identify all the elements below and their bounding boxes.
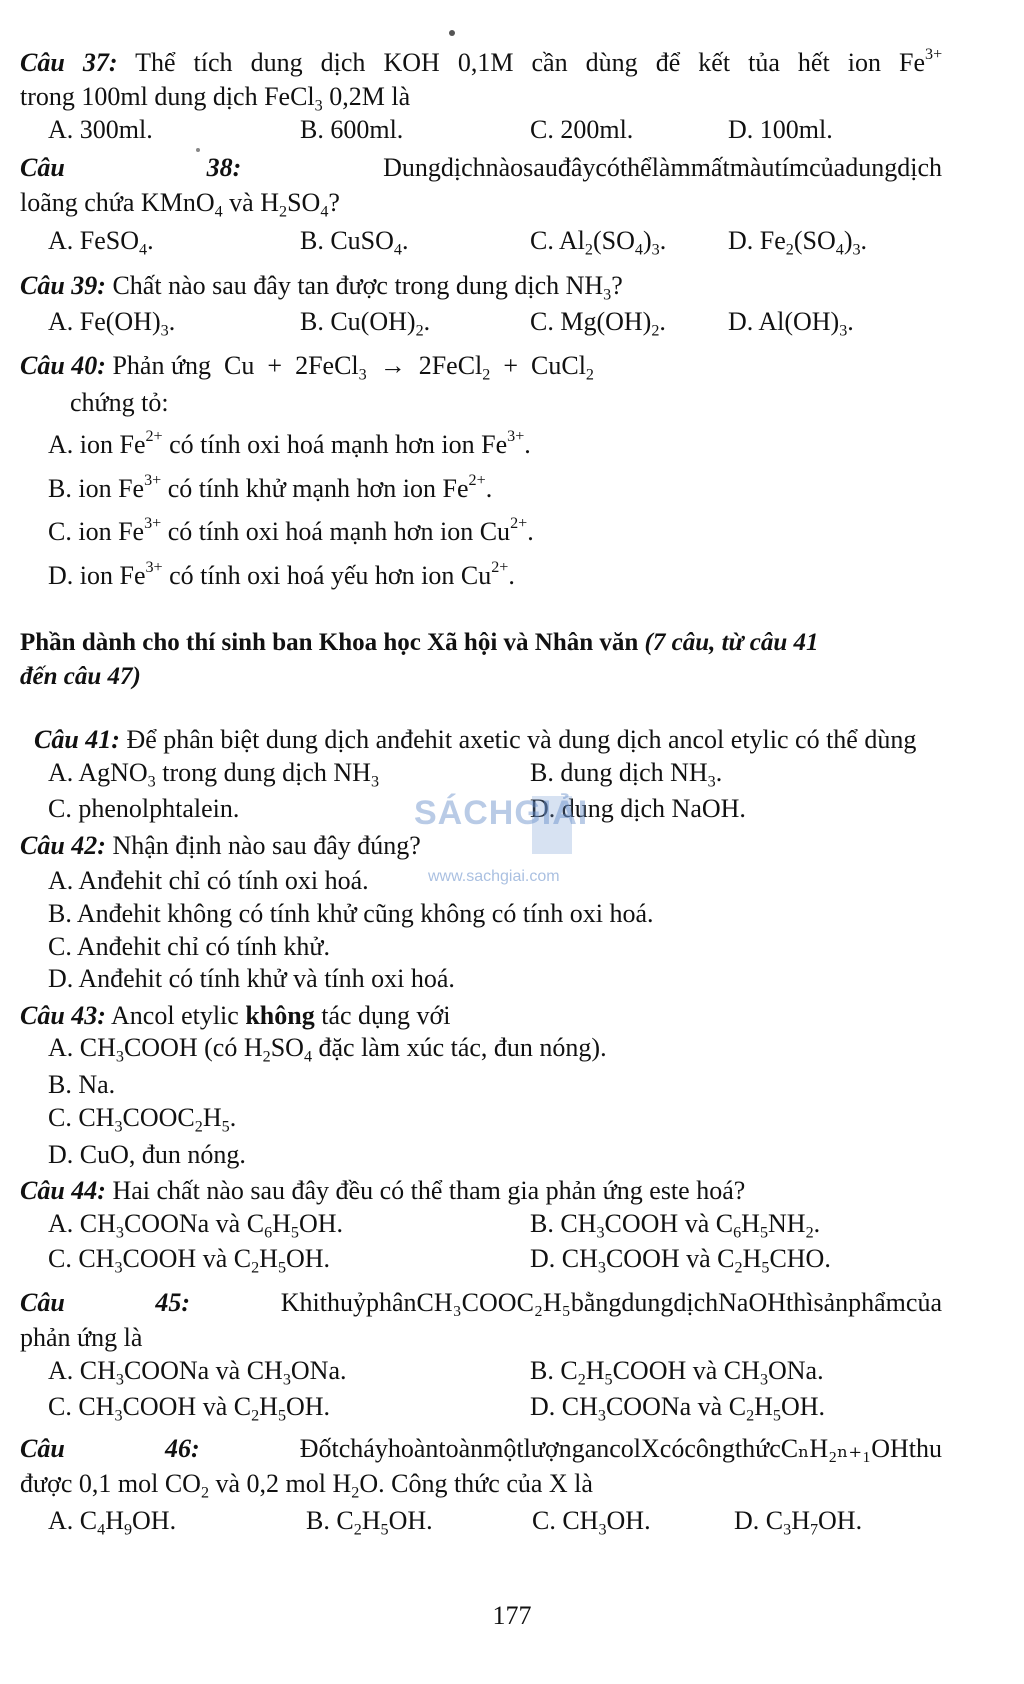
q45-option-b: B. $C_2H_5COOH$ và $CH_3ONa$. [530,1356,824,1389]
q46-option-d: D. $C_3H_7OH$. [734,1506,863,1539]
q40-option-c: C. ion $Fe^{3+}$ có tính oxi hoá mạnh hơn ion $Cu^{2+}$. [48,514,534,546]
q41-line1: Câu 41: Để phân biệt dung dịch anđehit axetic và dung dịch ancol etylic có thể dùng [34,725,917,754]
q46-label: Câu 46: [20,1434,200,1463]
watermark-brand: SÁCHGIẢI [414,794,589,832]
q43-line1: Câu 43: Ancol etylic không tác dụng với [20,1001,451,1030]
q41-option-d: D. dung dịch NaOH. [530,794,746,823]
q44-option-c: C. $CH_3COOH$ và $C_2H_5OH$. [48,1244,331,1277]
q37-w0: Thể [135,48,176,77]
q43-option-d: D. CuO, đun nóng. [48,1140,246,1169]
q46-line2: được 0,1 mol $CO_2$ và 0,2 mol $H_2O$. Công thức của X là [20,1469,593,1502]
page-number: 177 [492,1601,532,1630]
q37-w12: ion [847,48,881,77]
q42-option-a: A. Anđehit chỉ có tính oxi hoá. [48,866,369,895]
q41-option-b: B. dung dịch $NH_3$. [530,758,723,791]
q39-option-d: D. $Al(OH)_3$. [728,307,854,340]
q46-option-c: C. $CH_3OH$. [532,1506,651,1539]
q42-line1: Câu 42: Nhận định nào sau đây đúng? [20,831,421,860]
q37-w2: dung [250,48,303,77]
q39-line1: Câu 39: Chất nào sau đây tan được trong dung dịch $NH_3$? [20,271,623,304]
q43-option-a: A. $CH_3COOH$ (có $H_2SO_4$ đặc làm xúc tác, đun nóng). [48,1033,607,1066]
watermark-logo [414,796,614,886]
q37-w11: hết [797,48,830,77]
q40-line1: Câu 40: Phản ứng Cu + 2FeCl$_3$ → 2FeCl$_2$ + CuCl$_2$ [20,351,594,384]
q37-w8: để [655,48,681,77]
q39-option-c: C. $Mg(OH)_2$. [530,307,666,340]
section-heading: Phần dành cho thí sinh ban Khoa học Xã hội và Nhân văn (7 câu, từ câu 41 [20,629,819,656]
q39-option-b: B. $Cu(OH)_2$. [300,307,431,340]
q40-option-a: A. ion $Fe^{2+}$ có tính oxi hoá mạnh hơn ion $Fe^{3+}$. [48,427,531,459]
watermark-url: www.sachgiai.com [428,868,560,885]
q37-option-a: A. 300ml. [48,115,153,144]
q41-option-a: A. AgNO$_3$ trong dung dịch $NH_3$ [48,758,379,791]
q37-w3: dịch [320,48,366,77]
q38-option-b: B. CuSO$_4$. [300,226,409,259]
q44-line1: Câu 44: Hai chất nào sau đây đều có thể tham gia phản ứng este hoá? [20,1176,746,1205]
q37-w5: 0,1M [457,48,514,77]
q37-line1 [20,45,943,77]
q38-option-d: D. $Fe_2(SO_4)_3$. [728,226,868,259]
q42-option-c: C. Anđehit chỉ có tính khử. [48,932,331,961]
q44-option-d: D. $CH_3COOH$ và $C_2H_5CHO$. [530,1244,831,1277]
q38-option-c: C. $Al_2(SO_4)_3$. [530,226,667,259]
q45-line1: Câu 45: KhithuỷphânCH₃COOC₂H₅bằngdungdịchNaOHthìsảnphẩmcủa [20,1288,942,1317]
q40-option-d: D. ion $Fe^{3+}$ có tính oxi hoá yếu hơn ion $Cu^{2+}$. [48,558,515,590]
section-heading-line2: đến câu 47) [20,663,141,690]
q39-label: Câu 39: [20,271,106,300]
q37-w1: tích [193,48,233,77]
q38-option-a: A. FeSO$_4$. [48,226,154,259]
q42-option-d: D. Anđehit có tính khử và tính oxi hoá. [48,964,455,993]
q37-option-b: B. 600ml. [300,115,404,144]
q45-option-d: D. $CH_3COONa$ và $C_2H_5OH$. [530,1392,826,1425]
q37-line2: trong 100ml dung dịch FeCl$_3$ 0,2M là [20,82,411,115]
q42-option-b: B. Anđehit không có tính khử cũng không có tính oxi hoá. [48,899,654,928]
q40-option-b: B. ion $Fe^{3+}$ có tính khử mạnh hơn ion $Fe^{2+}$. [48,471,493,503]
q37-label: Câu 37: [20,48,118,77]
q42-label: Câu 42: [20,831,106,860]
q43-option-c: C. $CH_3COOC_2H_5$. [48,1103,237,1136]
q44-option-b: B. $CH_3COOH$ và $C_6H_5NH_2$. [530,1209,821,1242]
q44-option-a: A. $CH_3COONa$ và $C_6H_5OH$. [48,1209,344,1242]
q45-option-a: A. $CH_3COONa$ và $CH_3ONa$. [48,1356,347,1389]
q38-line2: loãng chứa KMnO$_4$ và $H_2SO_4$? [20,188,340,221]
q40-label: Câu 40: [20,351,106,380]
q37-option-d: D. 100ml. [728,115,833,144]
q37-w6: cần [531,48,568,77]
q37-w4: KOH [383,48,440,77]
q37-w7: dùng [585,48,638,77]
q43-label: Câu 43: [20,1001,106,1030]
q45-line2: phản ứng là [20,1323,143,1352]
q37-option-c: C. 200ml. [530,115,634,144]
q40-line2: chứng tỏ: [70,388,169,417]
q39-option-a: A. $Fe(OH)_3$. [48,307,176,340]
q46-option-a: A. $C_4H_9OH$. [48,1506,177,1539]
q37-w10: tủa [748,48,780,77]
q41-option-c: C. phenolphtalein. [48,794,240,823]
scan-speck [449,30,455,36]
scan-speck [196,148,200,152]
q38-label: Câu 38: [20,153,242,182]
q41-label: Câu 41: [34,725,120,754]
q44-label: Câu 44: [20,1176,106,1205]
q45-label: Câu 45: [20,1288,191,1317]
q46-line1: Câu 46: ĐốtcháyhoàntoànmộtlượngancolXcócôngthứcCₙH₂ₙ₊₁OHthu [20,1434,942,1463]
q46-option-b: B. $C_2H_5OH$. [306,1506,433,1539]
q45-option-c: C. $CH_3COOH$ và $C_2H_5OH$. [48,1392,331,1425]
q37-fe3: $Fe^{3+}$ [899,45,943,77]
q43-option-b: B. Na. [48,1070,116,1099]
q37-w9: kết [698,48,731,77]
q38-line1: Câu 38: Dungdịchnàosauđâycóthểlàmmấtmàutímcủadungdịch [20,153,942,182]
